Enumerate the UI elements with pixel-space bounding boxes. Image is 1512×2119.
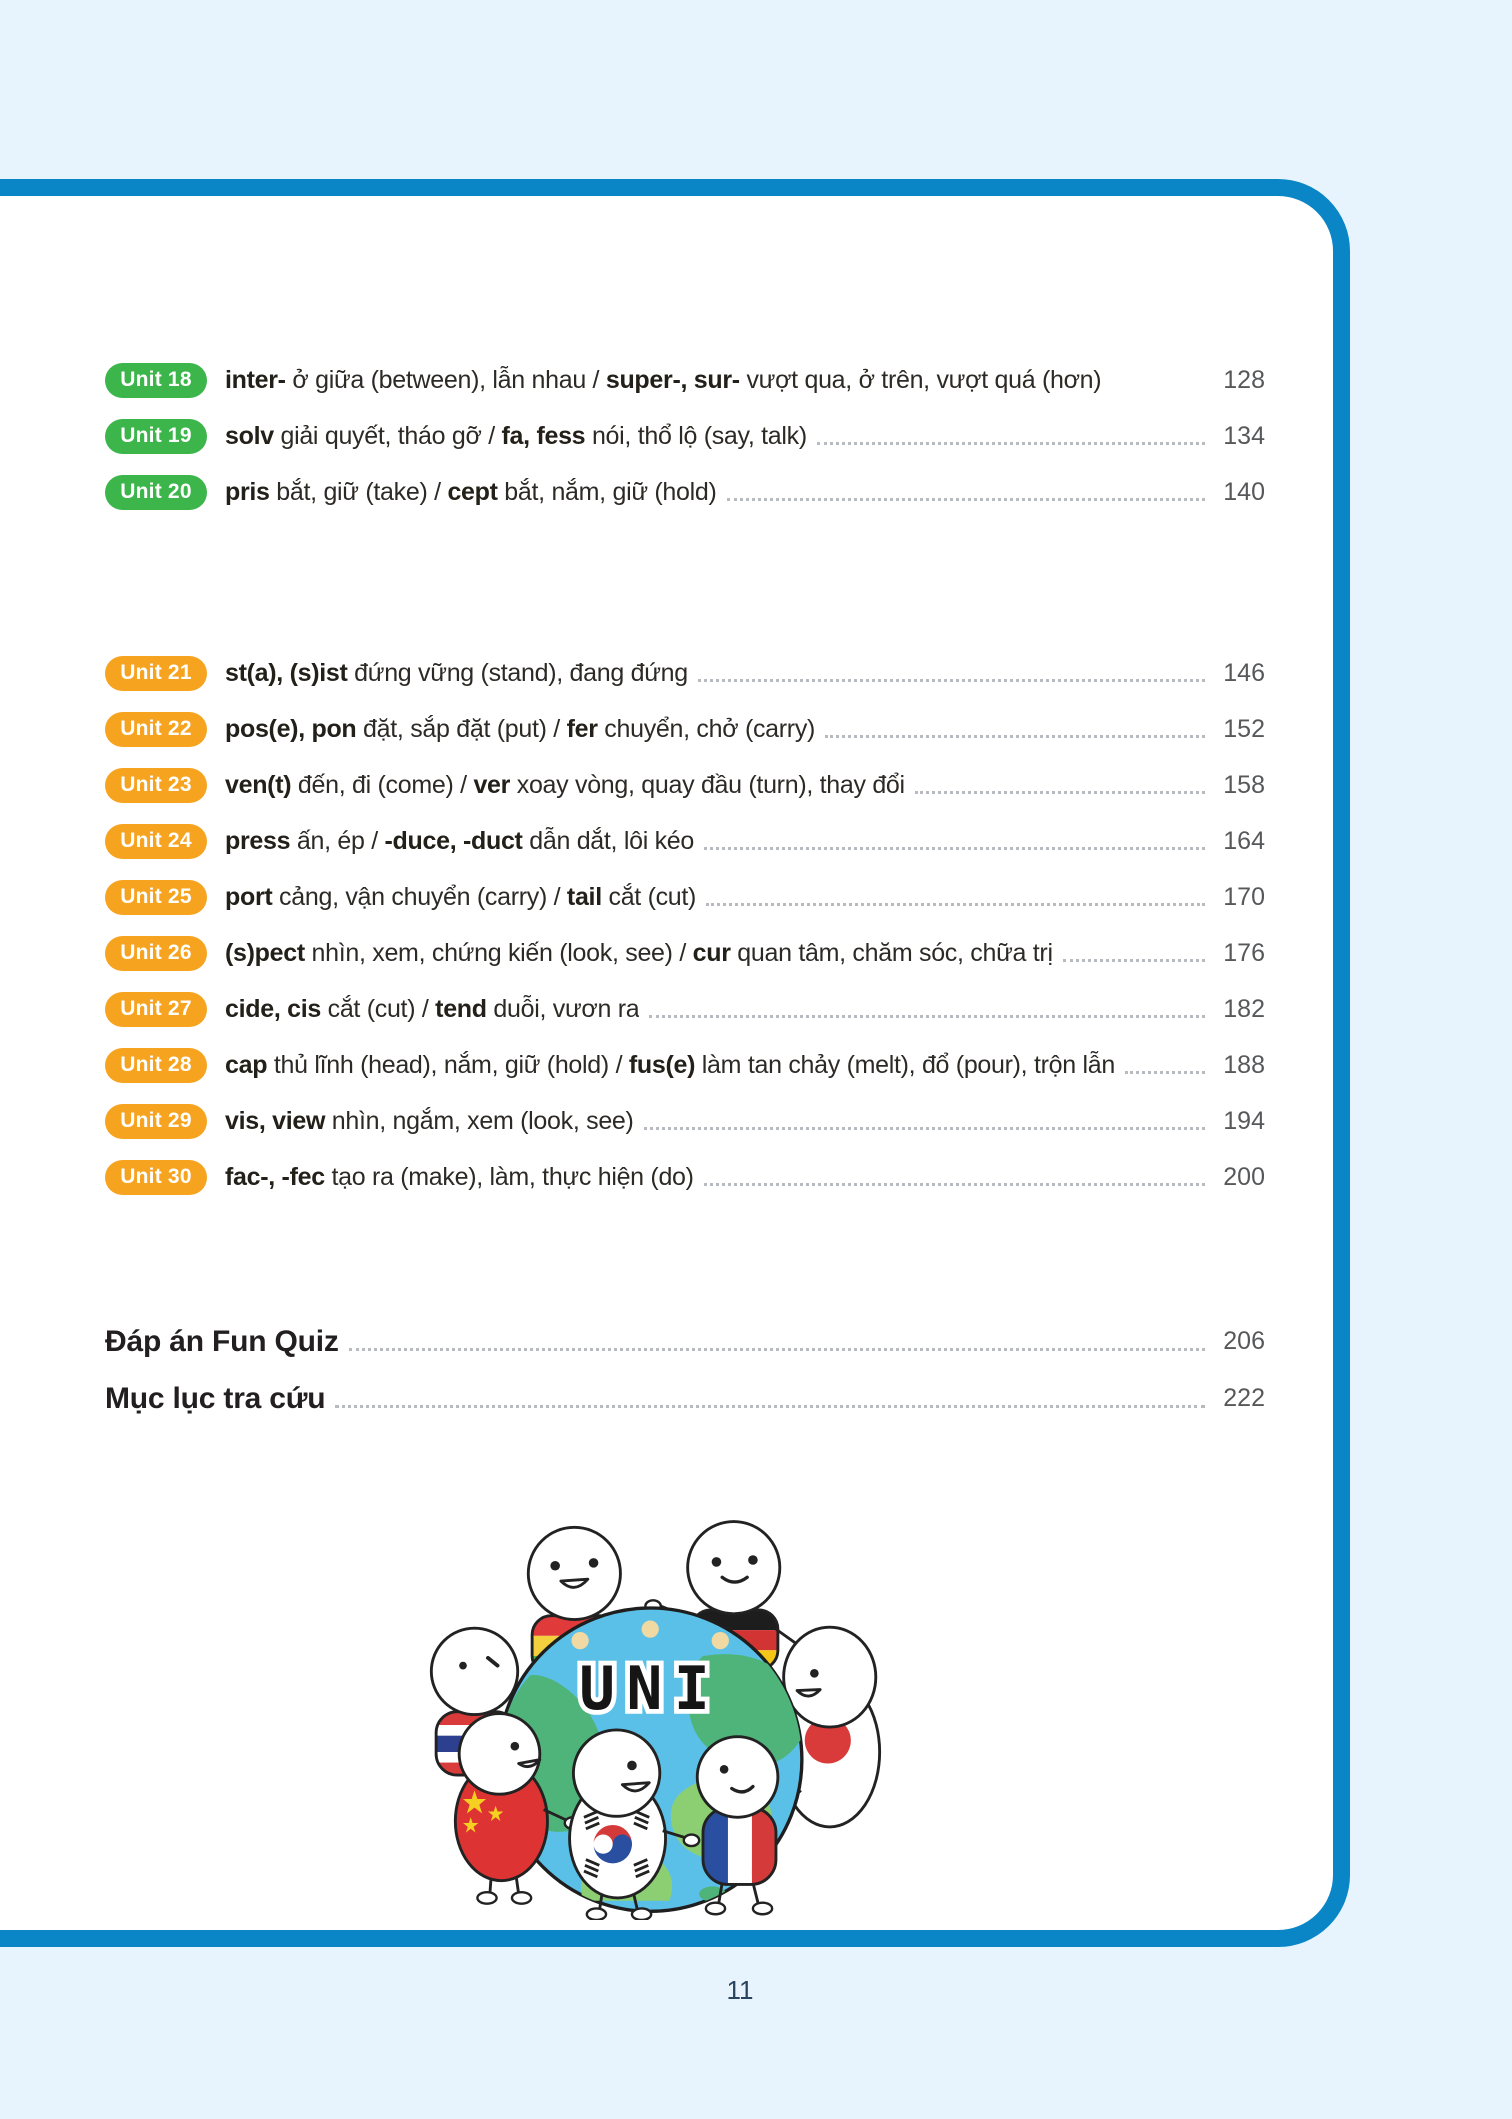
toc-row [105,352,1265,408]
toc-row [105,645,1265,701]
unit-page-number: 194 [1223,1106,1265,1135]
unit-page-number: 128 [1223,365,1265,394]
unit-entry-text: press ấn, ép / -duce, -duct dẫn dắt, lôi kéo [225,826,695,855]
unit-badge: Unit 18 [105,363,207,398]
unit-badge: Unit 23 [105,768,207,803]
unit-badge: Unit 20 [105,475,207,510]
toc-unit-group [105,352,1265,520]
unit-entry-text: pris bắt, giữ (take) / cept bắt, nắm, giữ (hold) [225,477,717,506]
dot-leader [349,1348,1205,1351]
unit-badge: Unit 22 [105,712,207,747]
unit-page-number: 146 [1223,658,1265,687]
unit-entry-text: (s)pect nhìn, xem, chứng kiến (look, see) / cur quan tâm, chăm sóc, chữa trị [225,938,1053,967]
dot-leader [915,791,1205,794]
toc-row [105,701,1265,757]
toc-unit-group [105,645,1265,1205]
unit-badge: Unit 27 [105,992,207,1027]
unit-entry-text: fac-, -fec tạo ra (make), làm, thực hiện (do) [225,1162,694,1191]
unit-badge: Unit 19 [105,419,207,454]
dot-leader [1125,1071,1205,1074]
toc-row [105,1037,1265,1093]
unit-entry-text: inter- ở giữa (between), lẫn nhau / super-, sur- vượt qua, ở trên, vượt quá (hơn) [225,365,1102,394]
unit-page-number: 140 [1223,477,1265,506]
toc-row [105,981,1265,1037]
dot-leader [706,903,1205,906]
toc-row [105,869,1265,925]
extra-entry-label: Đáp án Fun Quiz [105,1324,339,1358]
dot-leader [644,1127,1205,1130]
toc-row [105,1370,1265,1427]
dot-leader [649,1015,1205,1018]
toc-row [105,1093,1265,1149]
unit-entry-text: solv giải quyết, tháo gỡ / fa, fess nói, thổ lộ (say, talk) [225,421,807,450]
unit-page-number: 158 [1223,770,1265,799]
dot-leader [825,735,1205,738]
unit-entry-text: vis, view nhìn, ngắm, xem (look, see) [225,1106,634,1135]
table-of-contents [105,352,1265,1427]
dot-leader [704,1183,1205,1186]
unit-badge: Unit 21 [105,656,207,691]
dot-leader [335,1405,1205,1408]
toc-row [105,757,1265,813]
page-number: 11 [726,1975,754,2005]
toc-unit-groups [105,352,1265,1205]
unit-badge: Unit 25 [105,880,207,915]
toc-extra-entries [105,1313,1265,1427]
unit-badge: Unit 26 [105,936,207,971]
unit-badge: Unit 30 [105,1160,207,1195]
unit-entry-text: pos(e), pon đặt, sắp đặt (put) / fer chuyển, chở (carry) [225,714,816,743]
toc-row [105,1149,1265,1205]
unit-entry-text: port cảng, vận chuyển (carry) / tail cắt (cut) [225,882,697,911]
toc-row [105,1313,1265,1370]
dot-leader [817,442,1205,445]
globe-text: UNI [579,1654,722,1724]
unit-page-number: 164 [1223,826,1265,855]
unit-entry-text: st(a), (s)ist đứng vững (stand), đang đứng [225,658,688,687]
unit-entry-text: cide, cis cắt (cut) / tend duỗi, vươn ra [225,994,640,1023]
unit-entry-text: ven(t) đến, đi (come) / ver xoay vòng, quay đầu (turn), thay đổi [225,770,905,799]
unit-entry-text: cap thủ lĩnh (head), nắm, giữ (hold) / fus(e) làm tan chảy (melt), đổ (pour), trộn lẫn [225,1050,1115,1079]
toc-row [105,464,1265,520]
toc-row [105,925,1265,981]
toc-row [105,408,1265,464]
unit-page-number: 134 [1223,421,1265,450]
dot-leader [698,679,1205,682]
unit-page-number: 152 [1223,714,1265,743]
extra-entry-label: Mục lục tra cứu [105,1381,326,1415]
dot-leader [727,498,1205,501]
dot-leader [1063,959,1205,962]
toc-row [105,813,1265,869]
unit-page-number: 188 [1223,1050,1265,1079]
unit-badge: Unit 24 [105,824,207,859]
unit-page-number: 182 [1223,994,1265,1023]
unit-badge: Unit 29 [105,1104,207,1139]
unit-page-number: 176 [1223,938,1265,967]
unit-page-number: 200 [1223,1162,1265,1191]
dot-leader [704,847,1205,850]
extra-page-number: 222 [1223,1384,1265,1412]
unit-badge: Unit 28 [105,1048,207,1083]
globe-characters-illustration [415,1512,895,1920]
extra-page-number: 206 [1223,1327,1265,1355]
unit-page-number: 170 [1223,882,1265,911]
